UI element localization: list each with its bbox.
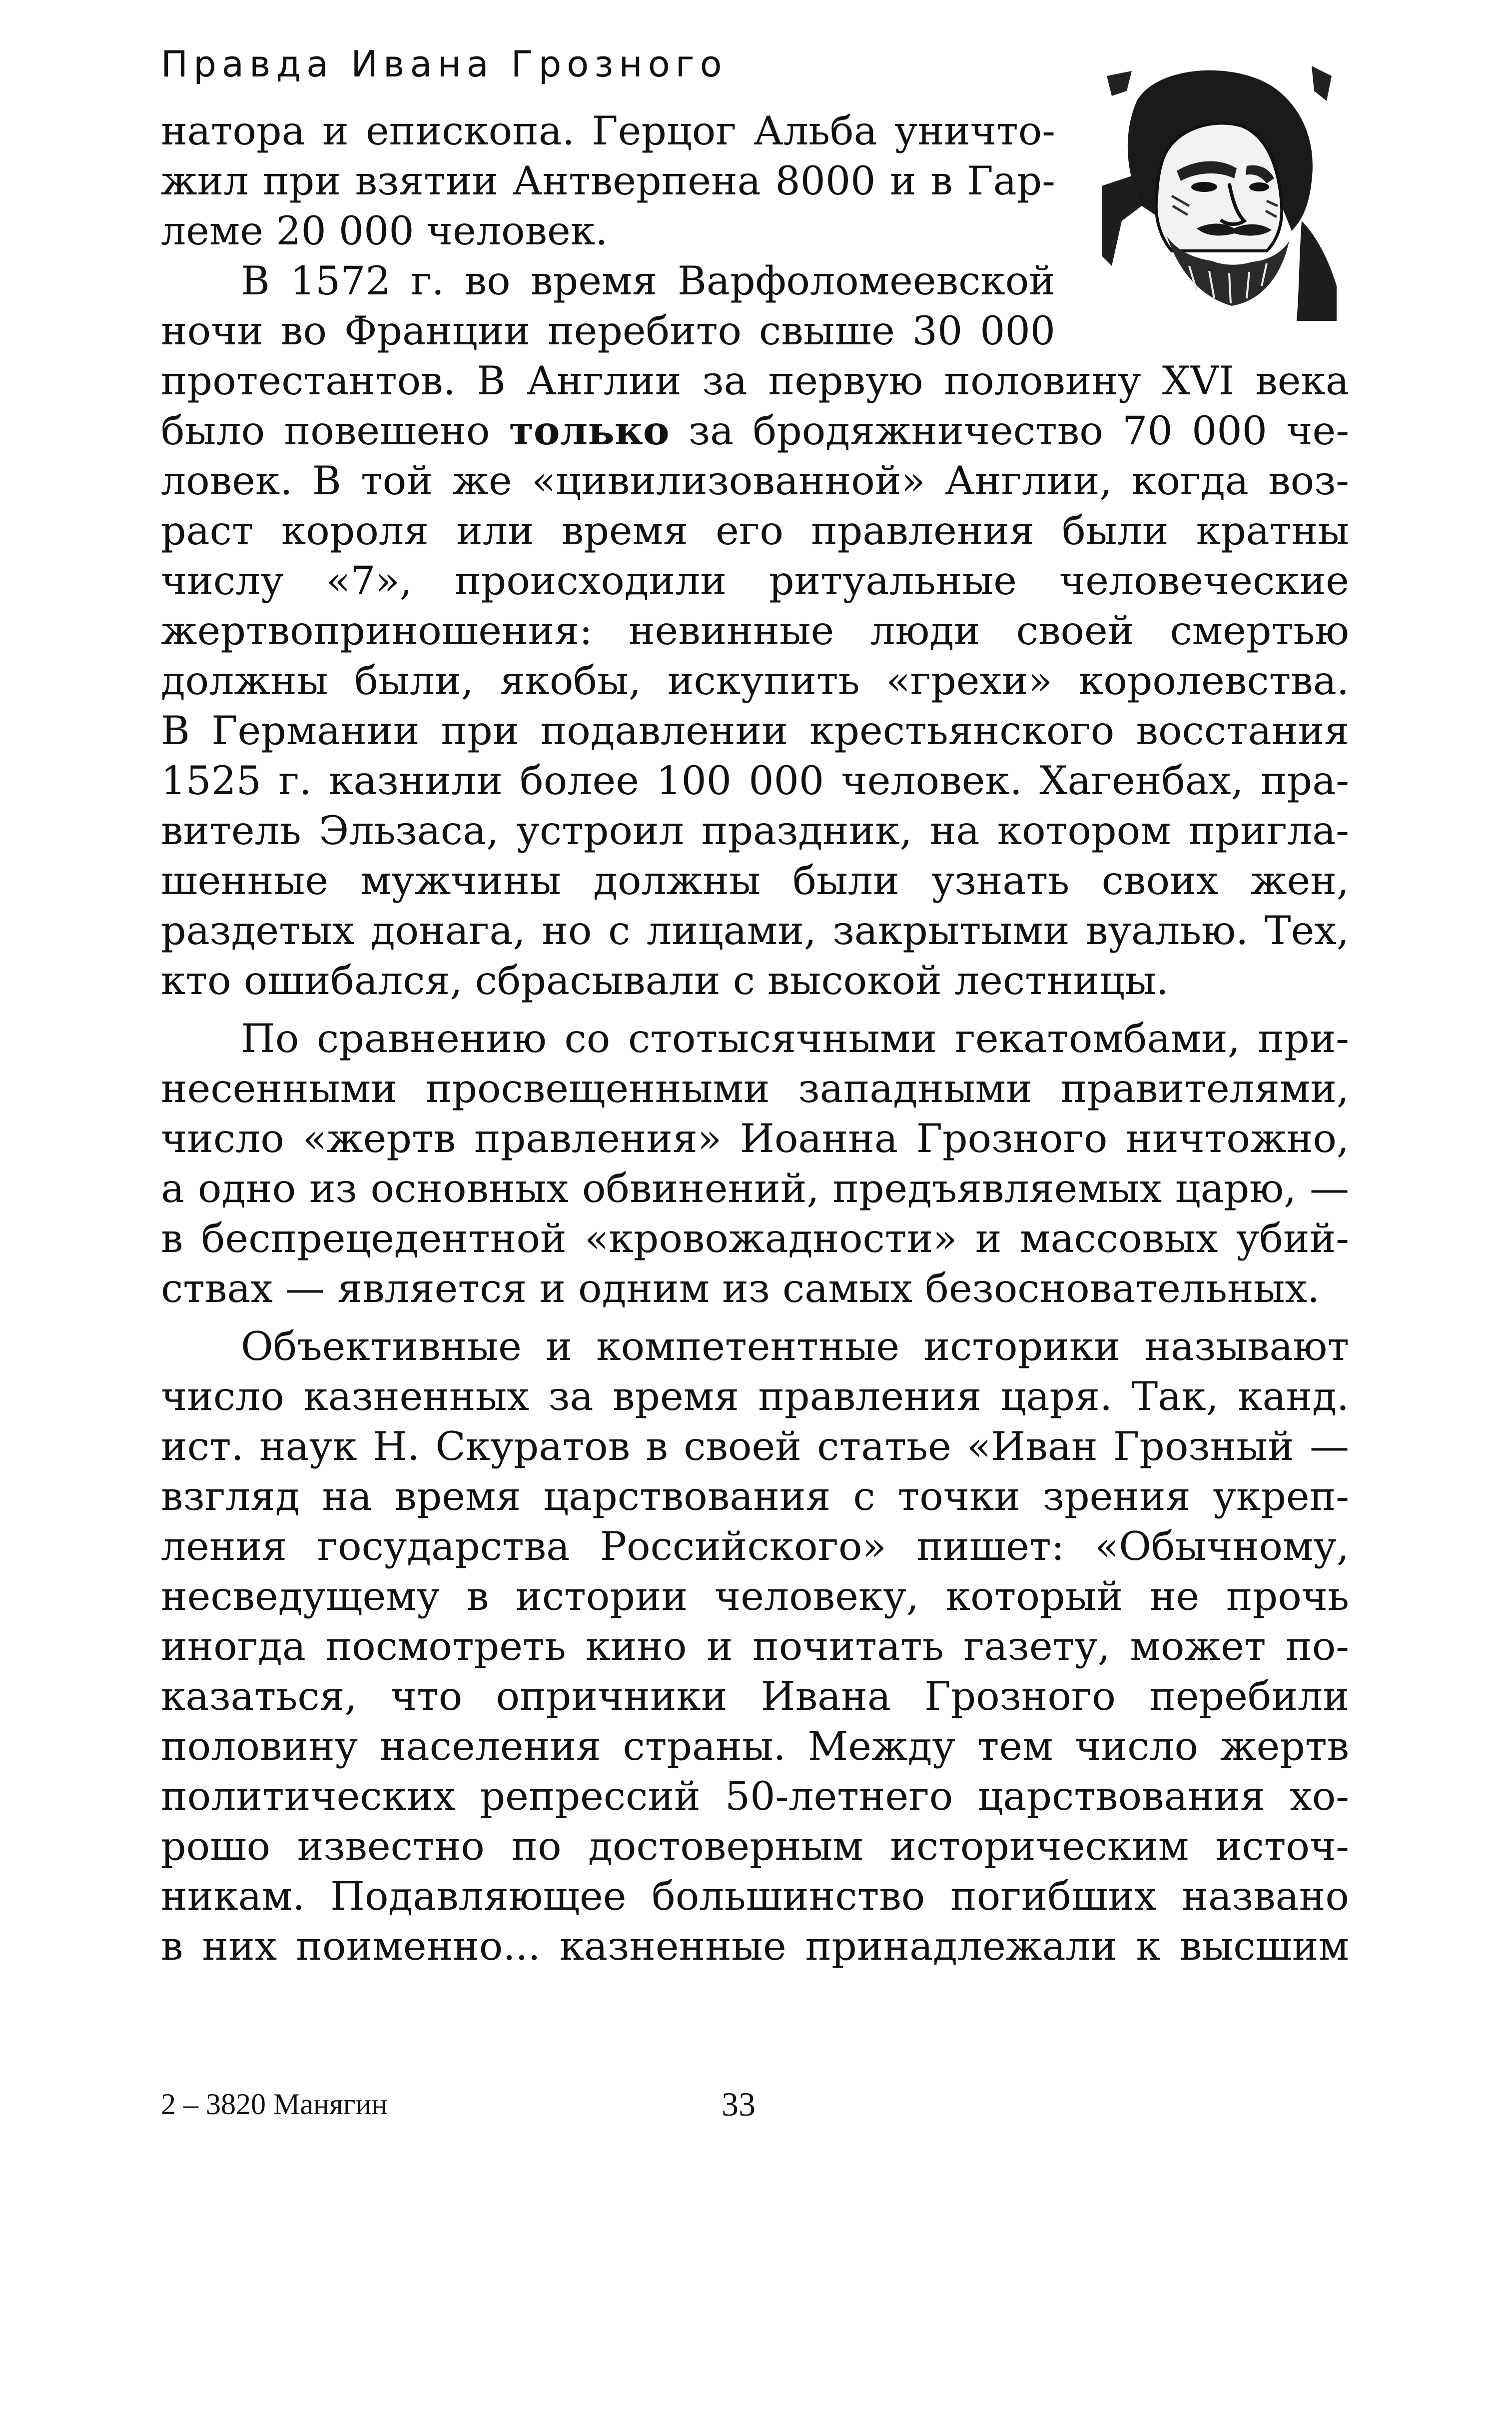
text-line: числу «7», происходили ритуальные человеческие <box>161 558 1349 604</box>
text-line: витель Эльзаса, устроил праздник, на котором пригла- <box>161 808 1349 854</box>
text-run: было повешено <box>161 408 509 454</box>
text-line: шенные мужчины должны были узнать своих жен, <box>161 858 1349 904</box>
text-line: рошо известно по достоверным историческим источ- <box>161 1823 1349 1869</box>
text-line: несенными просвещенными западными правителями, <box>161 1066 1349 1112</box>
text-line: казаться, что опричники Ивана Грозного перебили <box>161 1673 1349 1719</box>
emphasis-text: только <box>509 407 670 454</box>
text-line: протестантов. В Англии за первую половину XVI века <box>161 358 1349 404</box>
text-line: взгляд на время царствования с точки зрения укреп- <box>161 1473 1349 1519</box>
text-run: за бродяжничество 70 000 че- <box>669 408 1350 454</box>
text-line: ловек. В той же «цивилизованной» Англии, когда воз- <box>161 458 1349 504</box>
text-line: ствах — является и одним из самых безосновательных. <box>161 1265 1320 1311</box>
text-line: ист. наук Н. Скуратов в своей статье «Иван Грозный — <box>161 1423 1349 1469</box>
text-line: В 1572 г. во время Варфоломеевской <box>241 258 1055 304</box>
text-line: раздетых донага, но с лицами, закрытыми вуалью. Тех, <box>161 908 1349 954</box>
text-line: должны были, якобы, искупить «грехи» королевства. <box>161 658 1349 704</box>
running-title: Правда Ивана Грозного <box>161 43 728 85</box>
text-line: ночи во Франции перебито свыше 30 000 <box>161 308 1055 354</box>
printer-signature: 2 – 3820 Манягин <box>161 2088 388 2121</box>
page-number: 33 <box>722 2085 756 2123</box>
text-line: Объективные и компетентные историки называют <box>241 1323 1349 1369</box>
text-line: По сравнению со стотысячными гекатомбами, при- <box>241 1016 1349 1062</box>
text-line: жил при взятии Антверпена 8000 и в Гар- <box>161 158 1055 204</box>
text-line: а одно из основных обвинений, предъявляемых царю, — <box>161 1166 1349 1211</box>
text-line: ления государства Российского» пишет: «Обычному, <box>161 1523 1349 1569</box>
text-line: В Германии при подавлении крестьянского восстания <box>161 708 1349 754</box>
bearded-man-portrait-icon <box>1102 56 1337 321</box>
text-line: никам. Подавляющее большинство погибших названо <box>161 1873 1349 1919</box>
text-line: иногда посмотреть кино и почитать газету, может по- <box>161 1623 1349 1669</box>
text-line: натора и епископа. Герцог Альба уничто- <box>161 108 1055 154</box>
text-line: в них поименно... казненные принадлежали к высшим <box>161 1923 1349 1969</box>
text-line: половину населения страны. Между тем число жертв <box>161 1723 1349 1769</box>
text-line: число «жертв правления» Иоанна Грозного ничтожно, <box>161 1116 1349 1162</box>
text-line: 1525 г. казнили более 100 000 человек. Хагенбах, пра- <box>161 758 1349 804</box>
text-line: леме 20 000 человек. <box>161 208 608 254</box>
text-line: число казненных за время правления царя. Так, канд. <box>161 1373 1349 1419</box>
text-line: жертвоприношения: невинные люди своей смертью <box>161 608 1349 654</box>
text-line: в беспрецедентной «кровожадности» и массовых убий- <box>161 1215 1349 1261</box>
text-line: кто ошибался, сбрасывали с высокой лестницы. <box>161 958 1169 1004</box>
text-line: политических репрессий 50-летнего царствования хо- <box>161 1773 1349 1819</box>
text-line: несведущему в истории человеку, который не прочь <box>161 1573 1349 1619</box>
text-line <box>161 406 1349 456</box>
text-line: раст короля или время его правления были кратны <box>161 508 1349 554</box>
